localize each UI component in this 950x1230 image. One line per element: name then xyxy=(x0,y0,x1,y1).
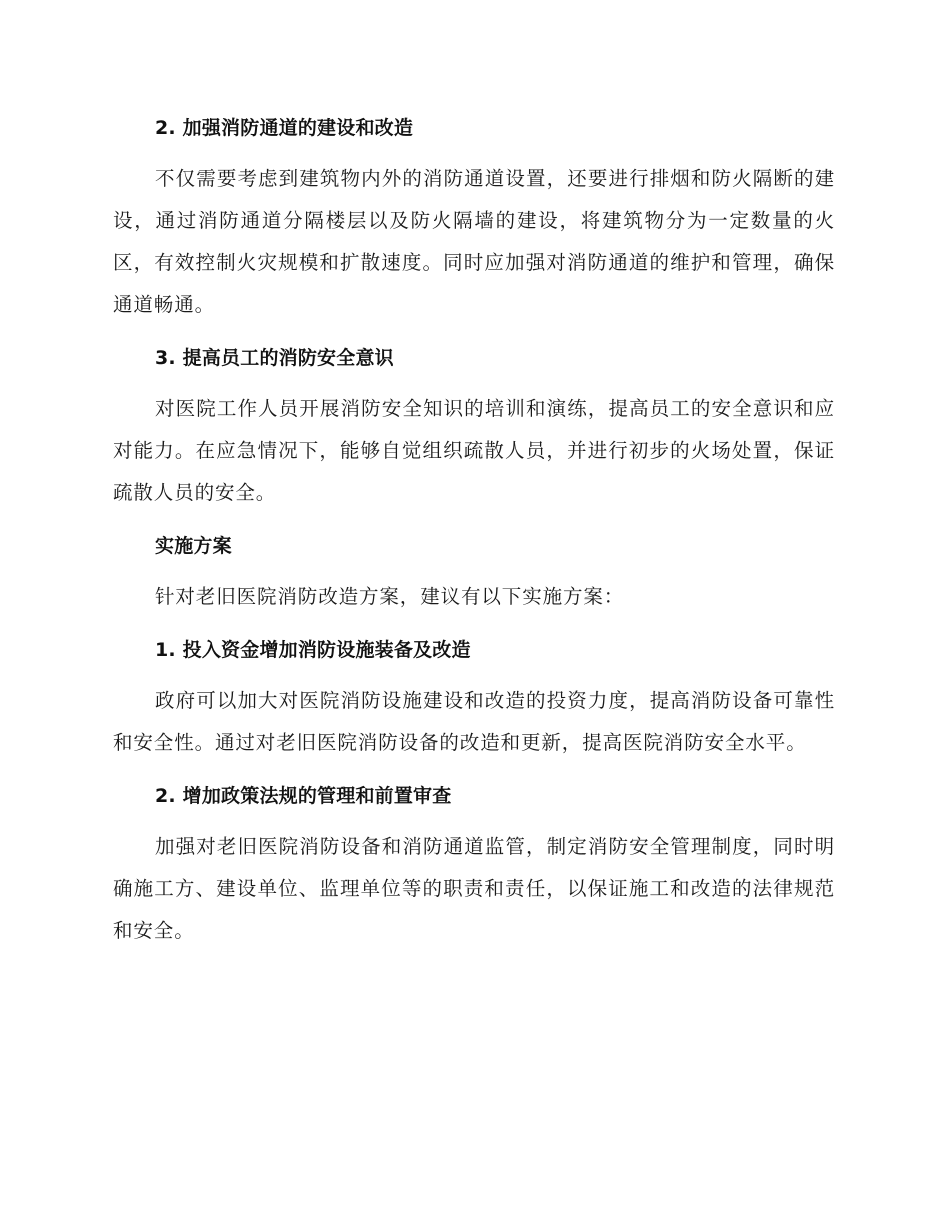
section-paragraph-policy-review: 加强对老旧医院消防设备和消防通道监管，制定消防安全管理制度，同时明确施工方、建设单位、监理单位等的职责和责任，以保证施工和改造的法律规范和安全。 xyxy=(113,835,835,942)
section-heading-policy-review: 2. 增加政策法规的管理和前置审查 xyxy=(155,785,452,807)
document-body xyxy=(113,108,835,952)
section-heading-fire-passage: 2. 加强消防通道的建设和改造 xyxy=(155,117,414,139)
section-paragraph-fire-passage: 不仅需要考虑到建筑物内外的消防通道设置，还要进行排烟和防火隔断的建设，通过消防通道分隔楼层以及防火隔墙的建设，将建筑物分为一定数量的火区，有效控制火灾规模和扩散速度。同时应加强对消防通道的维护和管理，确保通道畅通。 xyxy=(113,167,835,316)
section-heading-staff-awareness: 3. 提高员工的消防安全意识 xyxy=(155,347,394,369)
section-paragraph-funding: 政府可以加大对医院消防设施建设和改造的投资力度，提高消防设备可靠性和安全性。通过对老旧医院消防设备的改造和更新，提高医院消防安全水平。 xyxy=(113,689,835,754)
section-heading-implementation-plan: 实施方案 xyxy=(155,535,232,557)
section-heading-funding: 1. 投入资金增加消防设施装备及改造 xyxy=(155,639,471,661)
section-paragraph-implementation-plan: 针对老旧医院消防改造方案，建议有以下实施方案： xyxy=(155,585,625,608)
section-paragraph-staff-awareness: 对医院工作人员开展消防安全知识的培训和演练，提高员工的安全意识和应对能力。在应急情况下，能够自觉组织疏散人员，并进行初步的火场处置，保证疏散人员的安全。 xyxy=(113,397,835,504)
